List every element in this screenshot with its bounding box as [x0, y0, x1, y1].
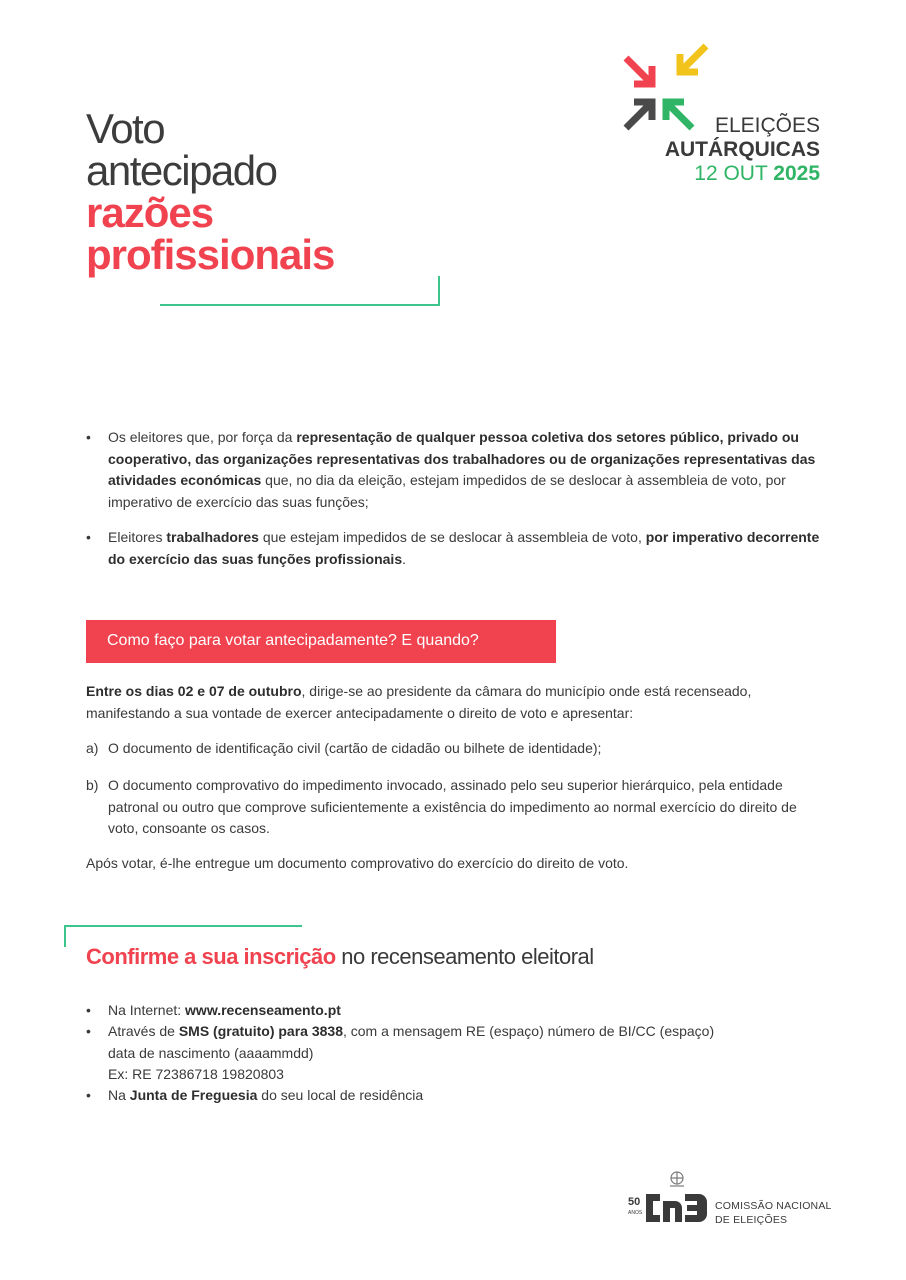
item-text: Na Internet:: [108, 1002, 186, 1018]
item-label: b): [86, 777, 99, 793]
logo-date: [646, 162, 820, 186]
logo-year: 2025: [773, 162, 820, 185]
bullet-bold-text: representação de qualquer pessoa coletiva dos setores público, privado ou cooperativo, das organizações representativas dos trabalhadores ou de organizações representativas das atividades económicas: [108, 429, 816, 488]
bullet-bold-text: por imperativo decorrente do exercício das suas funções profissionais: [108, 529, 820, 567]
item-text: O documento de identificação civil (cartão de cidadão ou bilhete de identidade);: [108, 740, 602, 756]
bullet-dot: •: [86, 1023, 91, 1039]
intro-bold-text: Entre os dias 02 e 07 de outubro: [86, 683, 302, 699]
recenseamento-link[interactable]: www.recenseamento.pt: [185, 1002, 341, 1018]
item-text: data de nascimento (aaaammdd): [108, 1044, 314, 1061]
confirm-item-internet: [86, 1000, 826, 1022]
page-title: [86, 105, 335, 278]
item-text: Através de: [108, 1023, 179, 1039]
confirm-title: [86, 944, 594, 970]
title-line-4: profissionais: [86, 231, 335, 278]
item-text: O documento comprovativo do impedimento invocado, assinado pelo seu superior hierárquico, pela entidade patronal ou outro que comprove suficientemente a existência do impedimento ao normal exercício do direito de voto, consoante os casos.: [108, 777, 797, 836]
item-text: , com a mensagem RE (espaço) número de BI/CC (espaço): [342, 1023, 715, 1039]
title-line-3: razões: [86, 189, 214, 236]
bullet-dot: •: [86, 429, 91, 445]
item-label: a): [86, 740, 99, 756]
logo-line-2: AUTÁRQUICAS: [664, 138, 820, 161]
sms-example: Ex: RE 72386718 19820803: [108, 1066, 284, 1082]
bullet-text: Eleitores: [108, 529, 167, 545]
cne-logo-icon: [626, 1168, 712, 1230]
bullet-bold-text: trabalhadores: [166, 529, 259, 545]
bullet-text: que, no dia da eleição, estejam impedidos de se deslocar à assembleia de voto, por imperativo de exercício das suas funções;: [108, 472, 786, 510]
confirm-item-junta: [86, 1085, 826, 1107]
after-vote-note: Após votar, é-lhe entregue um documento comprovativo do exercício do direito de voto.: [86, 855, 629, 871]
banner-text: Como faço para votar antecipadamente? E quando?: [107, 632, 479, 649]
bullet-dot: •: [86, 1002, 91, 1018]
election-logo-text: [646, 114, 820, 186]
eligibility-bullet-1: [86, 427, 826, 513]
org-line-1: COMISSÃO NACIONAL: [715, 1200, 832, 1212]
bullet-text: que estejam impedidos de se deslocar à assembleia de voto,: [258, 529, 646, 545]
item-text: Na: [108, 1087, 130, 1103]
cne-org-name: [715, 1199, 832, 1227]
confirm-item-sms: [86, 1021, 826, 1086]
logo-line-1: ELEIÇÕES: [714, 114, 820, 137]
required-item-b: [86, 775, 826, 840]
title-underline-corner: [438, 276, 440, 306]
title-underline: [160, 304, 440, 306]
how-intro: [86, 681, 826, 724]
bullet-dot: •: [86, 529, 91, 545]
logo-date-text: 12 OUT: [694, 162, 768, 185]
confirm-divider-corner: [64, 925, 66, 947]
confirm-title-bold: Confirme a sua inscrição: [86, 944, 336, 969]
org-line-2: DE ELEIÇÕES: [715, 1214, 788, 1226]
anniversary-number: 50: [628, 1196, 641, 1208]
confirm-divider: [64, 925, 302, 927]
title-line-2: antecipado: [86, 147, 277, 194]
junta-bold-text: Junta de Freguesia: [129, 1087, 258, 1103]
required-item-a: [86, 738, 826, 760]
eligibility-bullet-2: [86, 527, 826, 570]
confirm-title-rest: no recenseamento eleitoral: [335, 944, 594, 969]
section-banner: [86, 620, 556, 663]
anniversary-label: ANOS: [628, 1210, 643, 1216]
item-text: do seu local de residência: [257, 1087, 424, 1103]
bullet-text: .: [402, 550, 406, 567]
title-line-1: Voto: [86, 105, 165, 152]
sms-bold-text: SMS (gratuito) para 3838: [178, 1023, 343, 1039]
bullet-text: Os eleitores que, por força da: [108, 429, 297, 445]
bullet-dot: •: [86, 1087, 91, 1103]
intro-text: , dirige-se ao presidente da câmara do município onde está recenseado, manifestando a sua vontade de exercer antecipadamente o direito de voto e apresentar:: [86, 683, 752, 721]
